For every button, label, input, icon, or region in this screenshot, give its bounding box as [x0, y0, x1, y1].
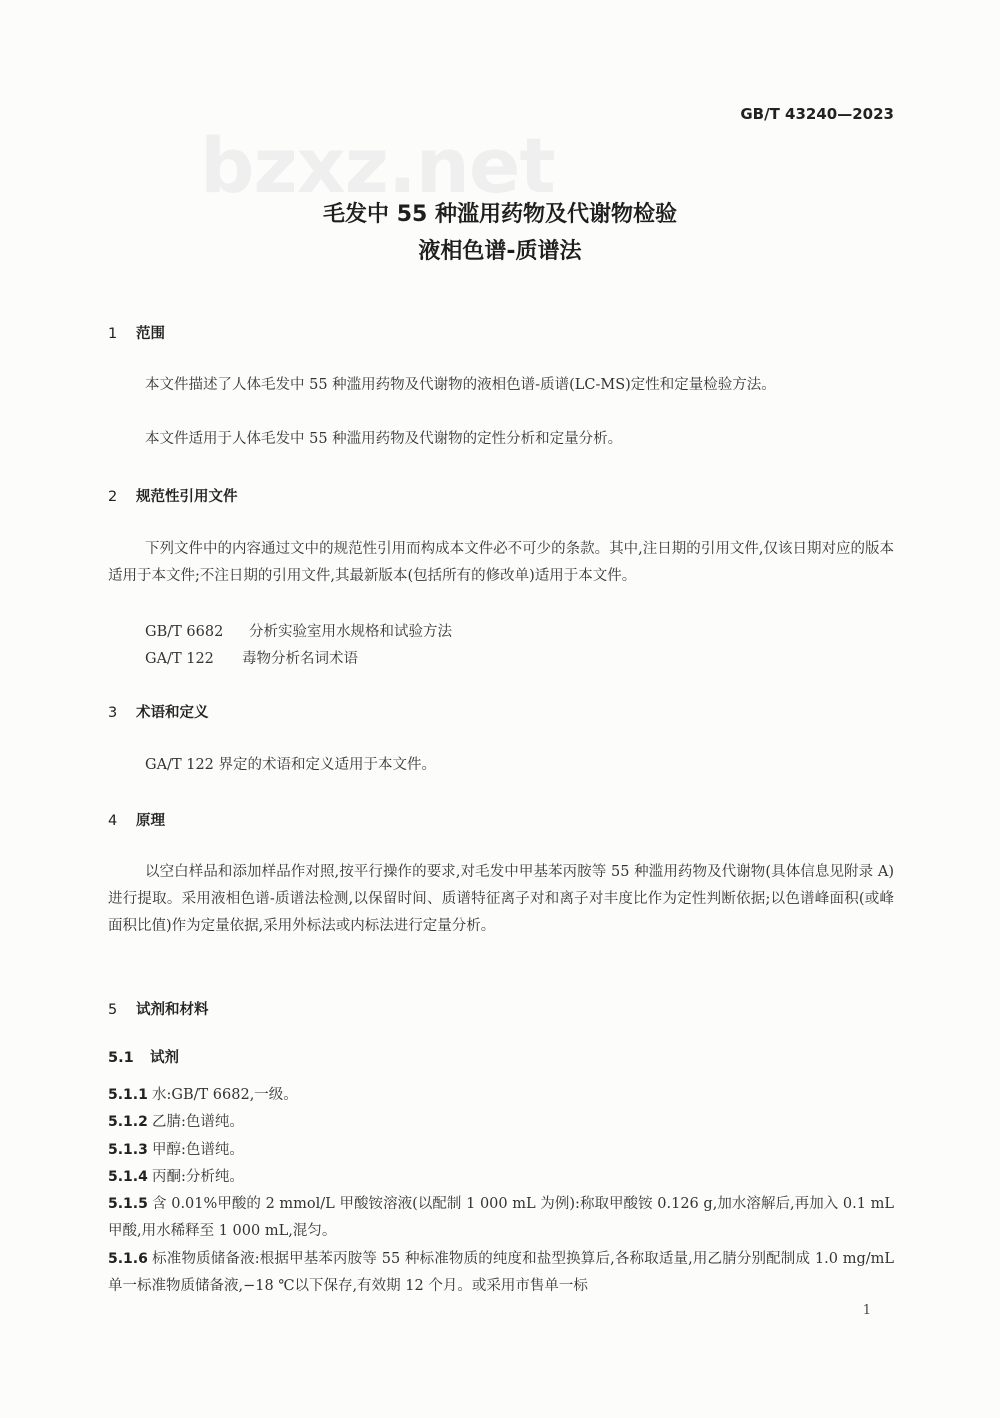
paragraph: 本文件适用于人体毛发中 55 种滥用药物及代谢物的定性分析和定量分析。 — [145, 431, 623, 447]
section-heading-3 — [108, 701, 209, 722]
clause-number: 5.1.5 — [108, 1196, 148, 1212]
paragraph: 下列文件中的内容通过文中的规范性引用而构成本文件必不可少的条款。其中,注日期的引用文件,仅该日期对应的版本适用于本文件;不注日期的引用文件,其最新版本(包括所有的修改单)适用于本文件。 — [108, 541, 894, 584]
section-number: 5 — [108, 1002, 118, 1018]
page-number: 1 — [862, 1303, 871, 1318]
watermark: bzxz.net — [200, 121, 555, 210]
reference-title: 分析实验室用水规格和试验方法 — [249, 624, 452, 640]
clause-item — [108, 1137, 894, 1164]
section-number: 2 — [108, 489, 118, 505]
section-heading-4 — [108, 809, 165, 830]
section-number: 1 — [108, 326, 118, 342]
section-heading-5 — [108, 998, 209, 1019]
reference-title: 毒物分析名词术语 — [242, 651, 358, 667]
section-heading-2 — [108, 485, 238, 506]
clause-item — [108, 1246, 894, 1300]
clause-item — [108, 1191, 894, 1245]
document-title-line2: 液相色谱-质谱法 — [418, 239, 582, 264]
section-title: 范围 — [136, 326, 165, 342]
clause-item — [108, 1109, 894, 1136]
clause-text: 甲醇:色谱纯。 — [152, 1142, 244, 1158]
normative-reference — [145, 620, 452, 641]
document-title-line1: 毛发中 55 种滥用药物及代谢物检验 — [323, 202, 677, 227]
clause-text: 乙腈:色谱纯。 — [152, 1114, 244, 1130]
subsection-title: 试剂 — [150, 1050, 179, 1066]
section-heading-1 — [108, 322, 165, 343]
section-number: 3 — [108, 705, 118, 721]
clause-text: 含 0.01%甲酸的 2 mmol/L 甲酸铵溶液(以配制 1 000 mL 为例):称取甲酸铵 0.126 g,加水溶解后,再加入 0.1 mL 甲酸,用水稀释至 1 000 mL,混匀。 — [108, 1196, 894, 1239]
clause-item — [108, 1164, 894, 1191]
subsection-heading-5-1 — [108, 1046, 179, 1067]
clause-text: 丙酮:分析纯。 — [152, 1169, 244, 1185]
normative-reference — [145, 647, 358, 668]
paragraph: GA/T 122 界定的术语和定义适用于本文件。 — [145, 757, 437, 773]
clause-item — [108, 1082, 894, 1109]
clause-number: 5.1.3 — [108, 1142, 148, 1158]
clause-number: 5.1.1 — [108, 1087, 148, 1103]
clause-text: 水:GB/T 6682,一级。 — [152, 1087, 298, 1103]
section-title: 原理 — [136, 813, 165, 829]
clause-number: 5.1.4 — [108, 1169, 148, 1185]
section-title: 术语和定义 — [136, 705, 209, 721]
section-title: 试剂和材料 — [136, 1002, 209, 1018]
subsection-number: 5.1 — [108, 1050, 134, 1066]
reference-code: GB/T 6682 — [145, 624, 224, 640]
paragraph: 以空白样品和添加样品作对照,按平行操作的要求,对毛发中甲基苯丙胺等 55 种滥用药物及代谢物(具体信息见附录 A)进行提取。采用液相色谱-质谱法检测,以保留时间、质谱特征离子对和离子对丰度比作为定性判断依据;以色谱峰面积(或峰面积比值)作为定量依据,采用外标法或内标法进行定量分析。 — [108, 864, 894, 934]
reference-code: GA/T 122 — [145, 651, 214, 667]
clause-number: 5.1.2 — [108, 1114, 148, 1130]
section-title: 规范性引用文件 — [136, 489, 238, 505]
section-number: 4 — [108, 813, 118, 829]
paragraph: 本文件描述了人体毛发中 55 种滥用药物及代谢物的液相色谱-质谱(LC-MS)定性和定量检验方法。 — [145, 377, 776, 393]
clause-text: 标准物质储备液:根据甲基苯丙胺等 55 种标准物质的纯度和盐型换算后,各称取适量,用乙腈分别配制成 1.0 mg/mL 单一标准物质储备液,−18 ℃以下保存,有效期 12 个月。或采用市售单一标 — [108, 1251, 894, 1294]
standard-number: GB/T 43240—2023 — [740, 105, 894, 123]
clause-number: 5.1.6 — [108, 1251, 148, 1267]
